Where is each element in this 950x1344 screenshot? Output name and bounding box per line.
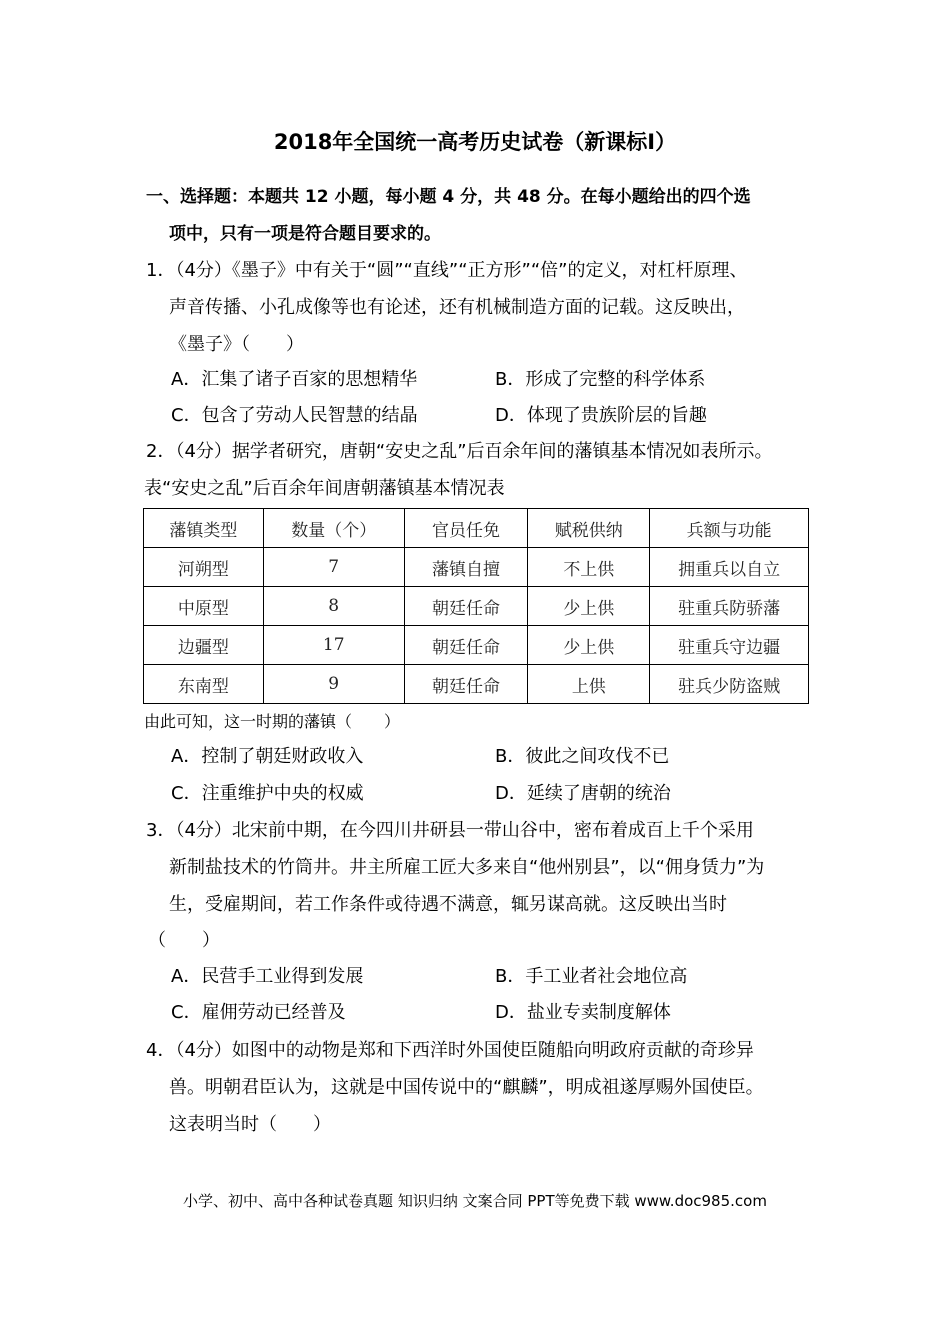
- table-cell: 9: [263, 665, 404, 704]
- q1-line1: 1．（4分）《墨子》中有关于“圆”“直线”“正方形”“倍”的定义，对杠杆原理、: [146, 260, 748, 281]
- q2-stem-after-table: 由此可知，这一时期的藩镇（ ）: [144, 712, 401, 731]
- q3-option-a[interactable]: A．民营手工业得到发展: [171, 966, 364, 987]
- fanzhen-table: [143, 508, 809, 704]
- q3-line1: 3．（4分）北宋前中期，在今四川井研县一带山谷中，密布着成百上千个采用: [146, 820, 754, 841]
- table-cell: 拥重兵以自立: [650, 548, 809, 587]
- table-row: [144, 548, 809, 587]
- table-row: [144, 665, 809, 704]
- table-caption: 表“安史之乱”后百余年间唐朝藩镇基本情况表: [144, 478, 505, 499]
- table-cell: 少上供: [528, 626, 650, 665]
- q3-line2: 新制盐技术的竹筒井。井主所雇工匠大多来自“他州别县”，以“佣身赁力”为: [169, 857, 765, 878]
- table-cell: 不上供: [528, 548, 650, 587]
- q3-line3: 生，受雇期间，若工作条件或待遇不满意，辄另谋高就。这反映出当时: [169, 894, 727, 915]
- table-cell: 驻重兵防骄藩: [650, 587, 809, 626]
- q4-line2: 兽。明朝君臣认为，这就是中国传说中的“麒麟”，明成祖遂厚赐外国使臣。: [169, 1077, 764, 1098]
- q2-option-b[interactable]: B．彼此之间攻伐不已: [495, 746, 670, 767]
- table-row: [144, 626, 809, 665]
- q1-line2: 声音传播、小孔成像等也有论述，还有机械制造方面的记载。这反映出，: [169, 297, 745, 318]
- table-cell: 上供: [528, 665, 650, 704]
- table-header-row: [144, 509, 809, 548]
- table-cell: 17: [263, 626, 404, 665]
- q1-line3: 《墨子》（ ）: [169, 334, 304, 355]
- table-cell: 东南型: [144, 665, 264, 704]
- table-cell: 少上供: [528, 587, 650, 626]
- page-footer: 小学、初中、高中各种试卷真题 知识归纳 文案合同 PPT等免费下载 www.doc985.com: [183, 1192, 767, 1210]
- q1-option-c[interactable]: C．包含了劳动人民智慧的结晶: [171, 405, 418, 426]
- q3-option-d[interactable]: D．盐业专卖制度解体: [495, 1002, 671, 1023]
- table-cell: 驻重兵守边疆: [650, 626, 809, 665]
- q4-line3: 这表明当时（ ）: [169, 1114, 331, 1135]
- q3-line4: （ ）: [148, 930, 220, 951]
- q4-line1: 4．（4分）如图中的动物是郑和下西洋时外国使臣随船向明政府贡献的奇珍异: [146, 1040, 754, 1061]
- q1-option-b[interactable]: B．形成了完整的科学体系: [495, 369, 706, 390]
- section-heading-line1: 一、选择题：本题共 12 小题，每小题 4 分，共 48 分。在每小题给出的四个选: [146, 187, 751, 207]
- table-cell: 边疆型: [144, 626, 264, 665]
- table-header-cell: 赋税供纳: [528, 509, 650, 548]
- q2-line1: 2．（4分）据学者研究，唐朝“安史之乱”后百余年间的藩镇基本情况如表所示。: [146, 441, 773, 462]
- q2-option-a[interactable]: A．控制了朝廷财政收入: [171, 746, 364, 767]
- q1-option-a[interactable]: A．汇集了诸子百家的思想精华: [171, 369, 418, 390]
- table-cell: 驻兵少防盗贼: [650, 665, 809, 704]
- table-header-cell: 官员任免: [404, 509, 528, 548]
- table-cell: 朝廷任命: [404, 587, 528, 626]
- table-cell: 8: [263, 587, 404, 626]
- table-cell: 中原型: [144, 587, 264, 626]
- q3-option-c[interactable]: C．雇佣劳动已经普及: [171, 1002, 346, 1023]
- q1-option-d[interactable]: D．体现了贵族阶层的旨趣: [495, 405, 707, 426]
- section-heading-line2: 项中，只有一项是符合题目要求的。: [169, 224, 441, 244]
- page-title: 2018年全国统一高考历史试卷（新课标Ⅰ）: [273, 130, 677, 154]
- q2-option-d[interactable]: D．延续了唐朝的统治: [495, 783, 671, 804]
- table-cell: 朝廷任命: [404, 665, 528, 704]
- table-header-cell: 兵额与功能: [650, 509, 809, 548]
- table-header-cell: 藩镇类型: [144, 509, 264, 548]
- q3-option-b[interactable]: B．手工业者社会地位高: [495, 966, 688, 987]
- table-cell: 藩镇自擅: [404, 548, 528, 587]
- table-cell: 河朔型: [144, 548, 264, 587]
- table-cell: 朝廷任命: [404, 626, 528, 665]
- table-row: [144, 587, 809, 626]
- table-cell: 7: [263, 548, 404, 587]
- table-header-cell: 数量（个）: [263, 509, 404, 548]
- q2-option-c[interactable]: C．注重维护中央的权威: [171, 783, 364, 804]
